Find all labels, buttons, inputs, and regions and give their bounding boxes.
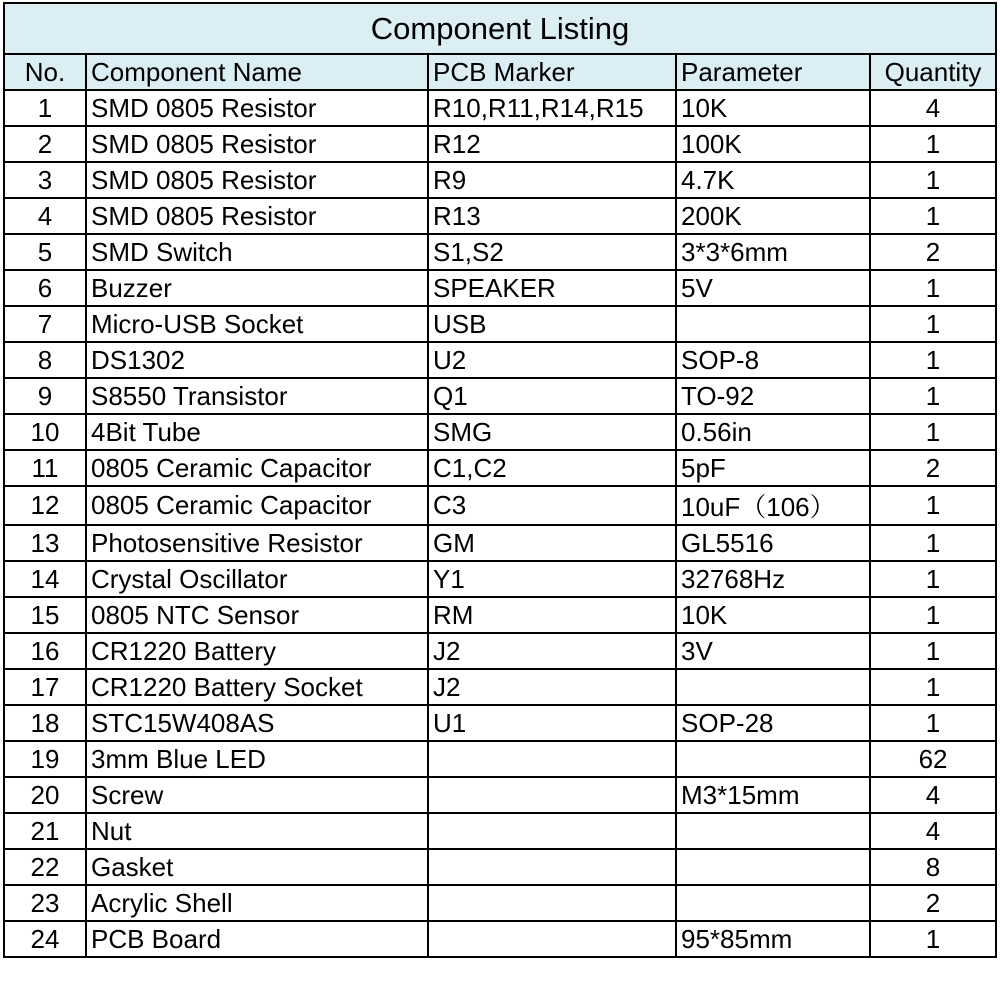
cell-no: 15 <box>4 597 86 633</box>
table-title: Component Listing <box>4 3 996 54</box>
table-row <box>4 306 996 342</box>
cell-parameter: 10K <box>676 597 870 633</box>
cell-pcb-marker: U2 <box>428 342 676 378</box>
cell-quantity: 2 <box>870 234 996 270</box>
table-row <box>4 126 996 162</box>
cell-no: 2 <box>4 126 86 162</box>
cell-no: 11 <box>4 450 86 486</box>
cell-component-name: 0805 NTC Sensor <box>86 597 428 633</box>
header-quantity: Quantity <box>870 54 996 90</box>
cell-no: 24 <box>4 921 86 957</box>
cell-no: 7 <box>4 306 86 342</box>
cell-pcb-marker: R9 <box>428 162 676 198</box>
cell-pcb-marker: SMG <box>428 414 676 450</box>
cell-parameter: 100K <box>676 126 870 162</box>
cell-quantity: 1 <box>870 342 996 378</box>
cell-no: 1 <box>4 90 86 126</box>
cell-pcb-marker: GM <box>428 525 676 561</box>
cell-quantity: 1 <box>870 126 996 162</box>
table-row <box>4 597 996 633</box>
cell-no: 16 <box>4 633 86 669</box>
cell-no: 23 <box>4 885 86 921</box>
cell-component-name: Crystal Oscillator <box>86 561 428 597</box>
cell-component-name: 3mm Blue LED <box>86 741 428 777</box>
header-row <box>4 54 996 90</box>
cell-pcb-marker <box>428 777 676 813</box>
table-row <box>4 525 996 561</box>
cell-pcb-marker: Y1 <box>428 561 676 597</box>
cell-component-name: Nut <box>86 813 428 849</box>
table-row <box>4 561 996 597</box>
cell-quantity: 62 <box>870 741 996 777</box>
cell-component-name: Acrylic Shell <box>86 885 428 921</box>
cell-no: 5 <box>4 234 86 270</box>
cell-component-name: SMD 0805 Resistor <box>86 90 428 126</box>
cell-quantity: 4 <box>870 813 996 849</box>
cell-quantity: 2 <box>870 450 996 486</box>
cell-quantity: 4 <box>870 777 996 813</box>
cell-quantity: 1 <box>870 486 996 525</box>
cell-quantity: 1 <box>870 414 996 450</box>
cell-quantity: 1 <box>870 633 996 669</box>
cell-parameter: 10uF（106） <box>676 486 870 525</box>
cell-parameter: 95*85mm <box>676 921 870 957</box>
table-row <box>4 198 996 234</box>
cell-pcb-marker <box>428 921 676 957</box>
cell-quantity: 2 <box>870 885 996 921</box>
cell-parameter: 4.7K <box>676 162 870 198</box>
table-row <box>4 234 996 270</box>
table-row <box>4 450 996 486</box>
table-row <box>4 813 996 849</box>
cell-no: 19 <box>4 741 86 777</box>
cell-component-name: STC15W408AS <box>86 705 428 741</box>
cell-no: 6 <box>4 270 86 306</box>
cell-parameter: 32768Hz <box>676 561 870 597</box>
cell-component-name: Photosensitive Resistor <box>86 525 428 561</box>
table-row <box>4 378 996 414</box>
table-row <box>4 90 996 126</box>
cell-pcb-marker: C3 <box>428 486 676 525</box>
cell-parameter: SOP-8 <box>676 342 870 378</box>
cell-parameter <box>676 849 870 885</box>
cell-quantity: 1 <box>870 270 996 306</box>
cell-component-name: Buzzer <box>86 270 428 306</box>
cell-component-name: DS1302 <box>86 342 428 378</box>
cell-quantity: 1 <box>870 705 996 741</box>
table-row <box>4 633 996 669</box>
cell-pcb-marker <box>428 849 676 885</box>
cell-pcb-marker: R13 <box>428 198 676 234</box>
cell-quantity: 1 <box>870 597 996 633</box>
component-table <box>3 2 997 958</box>
cell-component-name: CR1220 Battery <box>86 633 428 669</box>
cell-component-name: 0805 Ceramic Capacitor <box>86 450 428 486</box>
cell-parameter: M3*15mm <box>676 777 870 813</box>
cell-quantity: 1 <box>870 921 996 957</box>
cell-no: 22 <box>4 849 86 885</box>
table-row <box>4 705 996 741</box>
cell-parameter: TO-92 <box>676 378 870 414</box>
cell-component-name: SMD Switch <box>86 234 428 270</box>
table-row <box>4 414 996 450</box>
cell-pcb-marker: USB <box>428 306 676 342</box>
cell-parameter <box>676 669 870 705</box>
cell-pcb-marker: Q1 <box>428 378 676 414</box>
cell-no: 13 <box>4 525 86 561</box>
cell-no: 8 <box>4 342 86 378</box>
table-row <box>4 270 996 306</box>
table-row <box>4 741 996 777</box>
cell-parameter: 10K <box>676 90 870 126</box>
cell-no: 4 <box>4 198 86 234</box>
cell-quantity: 1 <box>870 198 996 234</box>
cell-no: 12 <box>4 486 86 525</box>
cell-component-name: S8550 Transistor <box>86 378 428 414</box>
cell-quantity: 1 <box>870 525 996 561</box>
cell-component-name: 4Bit Tube <box>86 414 428 450</box>
cell-pcb-marker: SPEAKER <box>428 270 676 306</box>
cell-no: 9 <box>4 378 86 414</box>
cell-component-name: SMD 0805 Resistor <box>86 126 428 162</box>
table-row <box>4 885 996 921</box>
cell-pcb-marker: S1,S2 <box>428 234 676 270</box>
header-pcb-marker: PCB Marker <box>428 54 676 90</box>
cell-quantity: 8 <box>870 849 996 885</box>
header-parameter: Parameter <box>676 54 870 90</box>
cell-no: 10 <box>4 414 86 450</box>
table-body <box>4 90 996 957</box>
cell-pcb-marker <box>428 741 676 777</box>
cell-parameter <box>676 306 870 342</box>
table-row <box>4 162 996 198</box>
cell-pcb-marker: R12 <box>428 126 676 162</box>
cell-parameter: 3V <box>676 633 870 669</box>
cell-component-name: Micro-USB Socket <box>86 306 428 342</box>
cell-no: 21 <box>4 813 86 849</box>
cell-pcb-marker <box>428 813 676 849</box>
table-row <box>4 486 996 525</box>
cell-pcb-marker: U1 <box>428 705 676 741</box>
cell-pcb-marker <box>428 885 676 921</box>
cell-no: 20 <box>4 777 86 813</box>
cell-parameter <box>676 813 870 849</box>
cell-quantity: 1 <box>870 378 996 414</box>
cell-parameter: 3*3*6mm <box>676 234 870 270</box>
cell-pcb-marker: RM <box>428 597 676 633</box>
cell-component-name: 0805 Ceramic Capacitor <box>86 486 428 525</box>
cell-no: 18 <box>4 705 86 741</box>
table-row <box>4 669 996 705</box>
cell-component-name: SMD 0805 Resistor <box>86 198 428 234</box>
cell-no: 3 <box>4 162 86 198</box>
cell-quantity: 1 <box>870 306 996 342</box>
header-component-name: Component Name <box>86 54 428 90</box>
cell-parameter: 200K <box>676 198 870 234</box>
cell-parameter <box>676 885 870 921</box>
cell-pcb-marker: J2 <box>428 669 676 705</box>
cell-pcb-marker: R10,R11,R14,R15 <box>428 90 676 126</box>
header-no: No. <box>4 54 86 90</box>
component-listing <box>3 2 995 958</box>
table-row <box>4 777 996 813</box>
cell-parameter: 5pF <box>676 450 870 486</box>
table-row <box>4 849 996 885</box>
cell-component-name: Screw <box>86 777 428 813</box>
cell-parameter: GL5516 <box>676 525 870 561</box>
cell-no: 14 <box>4 561 86 597</box>
cell-component-name: CR1220 Battery Socket <box>86 669 428 705</box>
table-row <box>4 342 996 378</box>
cell-quantity: 1 <box>870 561 996 597</box>
cell-pcb-marker: C1,C2 <box>428 450 676 486</box>
cell-parameter: 5V <box>676 270 870 306</box>
cell-component-name: PCB Board <box>86 921 428 957</box>
cell-no: 17 <box>4 669 86 705</box>
table-row <box>4 921 996 957</box>
cell-quantity: 1 <box>870 669 996 705</box>
cell-parameter: 0.56in <box>676 414 870 450</box>
cell-parameter: SOP-28 <box>676 705 870 741</box>
cell-parameter <box>676 741 870 777</box>
cell-quantity: 1 <box>870 162 996 198</box>
cell-quantity: 4 <box>870 90 996 126</box>
cell-component-name: SMD 0805 Resistor <box>86 162 428 198</box>
cell-component-name: Gasket <box>86 849 428 885</box>
cell-pcb-marker: J2 <box>428 633 676 669</box>
